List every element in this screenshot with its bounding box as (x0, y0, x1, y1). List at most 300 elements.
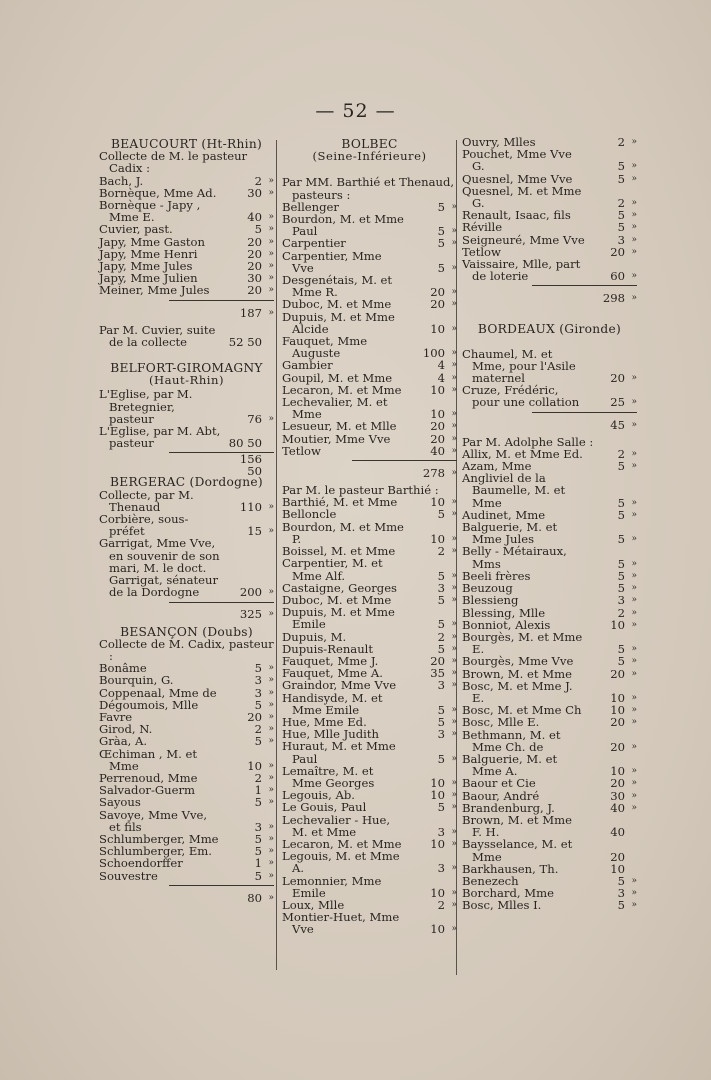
donation-amount: 20 (430, 653, 445, 668)
donor-name: Bourgès, Mme Vve (462, 654, 574, 669)
donor-name: Girod, N. (99, 722, 153, 737)
donation-amount: 30 (610, 788, 625, 803)
donor-name: Japy, Mme Gaston (99, 234, 206, 249)
donor-name: Dupuis, M. et Mme Alcide (282, 309, 395, 336)
donation-amount: 10 (430, 531, 445, 546)
ditto-mark: » (268, 307, 274, 318)
ditto-mark: » (268, 224, 274, 235)
donor-name: Fauquet, Mme A. (282, 666, 383, 681)
ditto-mark: » (451, 777, 457, 788)
ditto-mark: » (631, 790, 637, 801)
ditto-mark: » (631, 802, 637, 813)
ditto-mark: » (451, 570, 457, 581)
donor-name: Boissel, M. et Mme (282, 544, 396, 559)
subtotal (169, 885, 274, 906)
ditto-mark: » (451, 201, 457, 212)
donation-amount: 20 (610, 371, 625, 386)
donor-entry (462, 545, 637, 569)
donation-amount: 10 (430, 321, 445, 336)
donor-name: Duboc, M. et Mme (282, 297, 392, 312)
section-heading: BELFORT-GIROMAGNY (110, 361, 263, 376)
donor-name: Montier-Huet, Mme Vve (282, 910, 400, 937)
subtotal (532, 285, 637, 306)
donor-entry (282, 875, 457, 899)
donation-amount: 10 (610, 690, 625, 705)
donation-amount: 5 (617, 898, 625, 913)
donation-amount: 20 (247, 259, 262, 274)
donation-amount: 5 (437, 568, 445, 583)
donation-amount: 40 (247, 210, 262, 225)
donor-name: Lemonnier, Mme Emile (282, 873, 382, 900)
donor-name: L'Eglise, par M. Bretegnier, pasteur (99, 387, 193, 426)
ditto-mark: » (451, 348, 457, 359)
donor-entry (99, 150, 274, 174)
donor-entry (462, 899, 637, 911)
donor-name: Baour, André (462, 788, 540, 803)
donation-amount: 3 (254, 673, 262, 688)
column-2 (282, 136, 457, 936)
donor-entry (462, 790, 637, 802)
ditto-mark: » (451, 238, 457, 249)
donation-amount: 4 (437, 358, 445, 373)
donation-amount: 5 (254, 795, 262, 810)
donation-amount: 20 (610, 244, 625, 259)
donation-amount: 10 (610, 764, 625, 779)
donor-name: Collecte de M. Cadix, pasteur : (99, 636, 274, 663)
donor-name: Corbière, sous-préfet (99, 512, 189, 539)
ditto-mark: » (268, 821, 274, 832)
donor-name: Benezech (462, 873, 519, 888)
ditto-mark: » (631, 656, 637, 667)
ditto-mark: » (268, 413, 274, 424)
ditto-mark: » (268, 870, 274, 881)
ditto-mark: » (451, 594, 457, 605)
ditto-mark: » (451, 838, 457, 849)
donor-name: Collecte de M. le pasteur Cadix : (99, 149, 248, 176)
ditto-mark: » (451, 716, 457, 727)
ditto-mark: » (268, 687, 274, 698)
ditto-mark: » (451, 802, 457, 813)
donor-name: Dégoumois, Mlle (99, 697, 199, 712)
donor-name: Dupuis, M. (282, 629, 347, 644)
ditto-mark: » (451, 299, 457, 310)
ditto-mark: » (451, 899, 457, 910)
subtotal-amount: 80 (247, 890, 262, 905)
donor-name: Borchard, Mme (462, 886, 554, 901)
donation-amount: 4 (437, 370, 445, 385)
donation-amount: 3 (437, 678, 445, 693)
donation-amount: 3 (437, 580, 445, 595)
subtotal (169, 300, 274, 321)
ditto-mark: » (451, 323, 457, 334)
ditto-mark: » (631, 419, 637, 430)
ditto-mark: » (631, 534, 637, 545)
ditto-mark: » (631, 497, 637, 508)
donor-name: Vaissaire, Mlle, part de loterie (462, 257, 581, 284)
ditto-mark: » (268, 175, 274, 186)
donor-entry (462, 777, 637, 789)
donation-amount: 40 (610, 800, 625, 815)
donation-amount: 1 (254, 783, 262, 798)
column-3 (462, 136, 637, 912)
donor-name: Bornèque - Japy , Mme E. (99, 198, 201, 225)
donor-entry (462, 185, 637, 209)
ditto-mark: » (631, 644, 637, 655)
donor-name: Bosc, Mlles I. (462, 898, 542, 913)
donation-amount: 5 (437, 592, 445, 607)
ditto-mark: » (631, 271, 637, 282)
ditto-mark: » (451, 497, 457, 508)
ditto-mark: » (631, 607, 637, 618)
donor-entry (99, 513, 274, 537)
ditto-mark: » (268, 248, 274, 259)
subtotal (169, 602, 274, 623)
donation-amount: 2 (617, 446, 625, 461)
donor-name: Barthié, M. et Mme (282, 495, 398, 510)
donor-entry (282, 396, 457, 420)
donation-amount: 5 (437, 236, 445, 251)
donation-amount: 5 (437, 800, 445, 815)
ditto-mark: » (451, 826, 457, 837)
ditto-mark: » (451, 445, 457, 456)
donation-amount: 5 (617, 507, 625, 522)
donor-name: Belloncle (282, 507, 337, 522)
donation-amount: 5 (617, 873, 625, 888)
donor-name: Lechevalier - Hue, M. et Mme (282, 812, 391, 839)
donation-amount: 5 (617, 532, 625, 547)
donor-name: Balguerie, M. et Mme A. (462, 751, 558, 779)
ditto-mark: » (631, 570, 637, 581)
donor-name: Seigneuré, Mme Vve (462, 232, 585, 247)
donor-name: Graindor, Mme Vve (282, 678, 397, 693)
donation-amount: 10 (430, 885, 445, 900)
donor-name: Le Gouis, Paul (282, 800, 367, 815)
section-heading: BOLBEC (341, 137, 398, 151)
donation-amount: 10 (610, 703, 625, 718)
ditto-mark: » (268, 236, 274, 247)
donor-name: Brown, M. et Mme (462, 666, 572, 681)
donation-amount: 5 (617, 208, 625, 223)
donation-amount: 10 (430, 788, 445, 803)
donation-amount: 20 (430, 419, 445, 434)
donor-name: Meiner, Mme Jules (99, 283, 210, 298)
donor-name: Quesnel, Mme Vve (462, 171, 573, 186)
donor-entry (282, 420, 457, 432)
ditto-mark: » (268, 187, 274, 198)
donation-amount: 100 (422, 346, 445, 361)
ditto-mark: » (451, 631, 457, 642)
ditto-mark: » (631, 234, 637, 245)
donor-name: Legouis, Ab. (282, 788, 355, 803)
donor-name: Bourdon, M. et Mme P. (282, 519, 404, 546)
spacer (462, 309, 637, 321)
donor-name: Collecte, par M. Thenaud (99, 487, 194, 514)
ditto-mark: » (631, 595, 637, 606)
donor-name: Schoendorffer (99, 856, 183, 871)
donation-amount: 5 (254, 831, 262, 846)
donation-amount: 5 (617, 220, 625, 235)
donor-entry (282, 335, 457, 359)
donor-name: Brown, M. et Mme F. H. (462, 812, 572, 840)
ditto-mark: » (631, 173, 637, 184)
column-divider (276, 140, 277, 970)
donation-amount: 5 (617, 581, 625, 596)
ditto-mark: » (268, 724, 274, 735)
donor-entry (462, 148, 637, 172)
donor-entry (282, 311, 457, 335)
donation-amount: 5 (254, 661, 262, 676)
donation-amount: 3 (254, 685, 262, 700)
donor-name: Bosc, Mlle E. (462, 715, 540, 730)
donor-name: Lecaron, M. et Mme (282, 836, 402, 851)
ditto-mark: » (631, 509, 637, 520)
ditto-mark: » (268, 526, 274, 537)
donor-name: Bonâme (99, 661, 147, 676)
donation-amount: 200 (239, 585, 262, 600)
donor-name: Japy, Mme Julien (99, 271, 198, 286)
donor-name: Quesnel, M. et Mme G. (462, 183, 582, 211)
donation-amount: 3 (437, 727, 445, 742)
donation-amount: 5 (437, 714, 445, 729)
donation-amount: 30 (247, 185, 262, 200)
donor-name: Fauquet, Mme Auguste (282, 334, 368, 361)
donor-entry (282, 911, 457, 935)
ditto-mark: » (631, 766, 637, 777)
donor-name: Brandenburg, J. (462, 800, 555, 815)
donor-name: Réville (462, 220, 503, 235)
donor-entry (99, 236, 274, 248)
ditto-mark: » (268, 587, 274, 598)
donation-amount: 5 (254, 222, 262, 237)
donor-name: Hue, Mme Ed. (282, 714, 367, 729)
ditto-mark: » (451, 582, 457, 593)
donation-amount: 2 (617, 135, 625, 149)
donor-entry (99, 796, 274, 808)
donor-entry (282, 631, 457, 643)
donor-name: Perrenoud, Mme (99, 770, 198, 785)
donor-name: Par MM. Barthié et Thenaud, pasteurs : (282, 175, 455, 202)
spacer (99, 348, 274, 360)
donation-amount: 2 (254, 722, 262, 737)
donor-entry (462, 348, 637, 385)
donation-amount: 10 (430, 495, 445, 510)
ditto-mark: » (451, 680, 457, 691)
donation-amount: 20 (610, 666, 625, 681)
donation-amount: 60 (610, 269, 625, 284)
donation-amount: 20 (430, 297, 445, 312)
ditto-mark: » (631, 222, 637, 233)
donation-amount: 5 (617, 495, 625, 510)
donation-amount: 10 (247, 758, 262, 773)
donor-name: Legouis, M. et Mme A. (282, 849, 400, 876)
ditto-mark: » (451, 372, 457, 383)
donor-entry (462, 234, 637, 246)
donor-entry (282, 250, 457, 274)
donor-name: Bourgès, M. et Mme E. (462, 629, 583, 657)
donor-name: Bosc, M. et Mme J. E. (462, 678, 573, 705)
ditto-mark: » (631, 461, 637, 472)
donor-entry (99, 735, 274, 747)
ditto-mark: » (631, 692, 637, 703)
spacer (462, 336, 637, 348)
donor-entry (99, 199, 274, 223)
donation-amount: 5 (617, 459, 625, 474)
donor-entry (99, 809, 274, 833)
ditto-mark: » (268, 760, 274, 771)
ditto-mark: » (268, 858, 274, 869)
ditto-mark: » (631, 778, 637, 789)
donor-name: Allix, M. et Mme Ed. (462, 446, 583, 461)
ditto-mark: » (451, 546, 457, 557)
donor-name: Carpentier, M. et Mme Alf. (282, 556, 383, 583)
donor-name: Angliviel de la Baumelle, M. et Mme (462, 471, 566, 510)
donor-entry (99, 284, 274, 296)
ditto-mark: » (631, 210, 637, 221)
ditto-mark: » (268, 892, 274, 903)
donor-name: Dupuis, M. et Mme Emile (282, 605, 395, 632)
donation-amount: 20 (430, 431, 445, 446)
donor-name: Blessing, Mlle (462, 605, 546, 620)
donation-amount: 5 (437, 702, 445, 717)
subtotal-amount: 45 (610, 417, 625, 432)
donor-name: Tetlow (282, 443, 321, 458)
donor-name: Loux, Mlle (282, 897, 345, 912)
subtotal-amount: 325 (239, 607, 262, 622)
donation-amount: 40 (610, 825, 625, 840)
donor-name: Balguerie, M. et Mme Jules (462, 520, 558, 547)
donor-entry (462, 258, 637, 282)
donor-name: Dupuis-Renault (282, 641, 374, 656)
subtotal-amount: 156 50 (239, 452, 262, 479)
ditto-mark: » (268, 846, 274, 857)
donor-entry (462, 521, 637, 545)
ditto-mark: » (451, 790, 457, 801)
donor-name: Barkhausen, Th. (462, 861, 559, 876)
donor-name: L'Eglise, par M. Abt, pasteur (99, 424, 221, 451)
donor-name: Bellenger (282, 199, 339, 214)
donation-amount: 5 (617, 568, 625, 583)
ditto-mark: » (631, 619, 637, 630)
donor-name: Œchiman , M. et Mme (99, 746, 198, 773)
donation-amount: 2 (617, 196, 625, 211)
donor-name: Huraut, M. et Mme Paul (282, 739, 396, 766)
ditto-mark: » (268, 663, 274, 674)
donor-entry (282, 521, 457, 545)
donor-name: Garrigat, Mme Vve, en souvenir de son mari, M. le doct. Garrigat, sénateur de la Dordogne (99, 536, 220, 600)
ditto-mark: » (451, 262, 457, 273)
donor-entry (462, 221, 637, 233)
ditto-mark: » (451, 863, 457, 874)
donor-name: Par M. Cuvier, suite de la collecte (99, 322, 216, 349)
donor-name: Bonniot, Alexis (462, 617, 551, 632)
donation-amount: 10 (610, 617, 625, 632)
donor-name: Belly - Métairaux, Mms (462, 544, 567, 571)
donor-name: Beeli frères (462, 568, 531, 583)
donor-entry (282, 679, 457, 691)
donor-entry (99, 537, 274, 598)
donation-amount: 80 50 (228, 436, 262, 451)
donor-name: Renault, Isaac, fils (462, 208, 571, 223)
donation-amount: 2 (617, 605, 625, 620)
ditto-mark: » (451, 619, 457, 630)
ditto-mark: » (451, 655, 457, 666)
donor-name: Cuvier, past. (99, 222, 173, 237)
donation-amount: 5 (617, 642, 625, 657)
ditto-mark: » (451, 226, 457, 237)
donor-entry (462, 655, 637, 667)
donation-amount: 5 (254, 844, 262, 859)
donation-amount: 10 (430, 836, 445, 851)
donor-entry (282, 801, 457, 813)
subtotal (532, 412, 637, 433)
ditto-mark: » (268, 609, 274, 620)
donor-entry (282, 274, 457, 298)
ditto-mark: » (268, 736, 274, 747)
donor-entry (462, 472, 637, 509)
page-number: — 52 — (315, 100, 396, 122)
donation-amount: 5 (254, 734, 262, 749)
donor-name: Carpentier (282, 236, 346, 251)
ditto-mark: » (631, 888, 637, 899)
section-subheading: (Haut-Rhin) (149, 373, 224, 388)
donor-name: Baour et Cie (462, 776, 536, 791)
donor-name: Favre (99, 709, 133, 724)
donation-amount: 2 (437, 544, 445, 559)
donor-entry (462, 384, 637, 408)
donor-name: Castaigne, Georges (282, 580, 398, 595)
donation-amount: 20 (430, 285, 445, 300)
donor-entry (282, 740, 457, 764)
donation-amount: 20 (247, 246, 262, 261)
ditto-mark: » (631, 558, 637, 569)
donor-name: Gambier (282, 358, 333, 373)
donation-amount: 15 (247, 524, 262, 539)
donor-entry (99, 857, 274, 869)
donor-name: Japy, Mme Henri (99, 246, 198, 261)
donation-amount: 10 (430, 922, 445, 937)
ditto-mark: » (631, 293, 637, 304)
donation-amount: 20 (247, 234, 262, 249)
donor-name: Gràa, A. (99, 734, 148, 749)
donor-entry (99, 223, 274, 235)
ditto-mark: » (631, 875, 637, 886)
section-heading: BORDEAUX (Gironde) (477, 322, 622, 337)
donor-entry (99, 638, 274, 662)
ditto-mark: » (451, 467, 457, 478)
donor-entry (282, 237, 457, 249)
donation-amount: 10 (430, 382, 445, 397)
donor-entry (99, 687, 274, 699)
ditto-mark: » (451, 287, 457, 298)
donor-entry (282, 557, 457, 581)
donation-amount: 30 (247, 271, 262, 286)
ditto-mark: » (451, 924, 457, 935)
subtotal-amount: 187 (239, 305, 262, 320)
donation-amount: 25 (610, 395, 625, 410)
ditto-mark: » (631, 448, 637, 459)
donation-amount: 5 (617, 171, 625, 186)
ditto-mark: » (451, 409, 457, 420)
donation-amount: 52 50 (228, 334, 262, 349)
donor-entry (462, 716, 637, 728)
donor-name: Lesueur, M. et Mlle (282, 419, 397, 434)
donor-name: Coppenaal, Mme de (99, 685, 217, 700)
donor-name: Carpentier, Mme Vve (282, 248, 382, 275)
donor-entry (99, 388, 274, 425)
donor-name: Savoye, Mme Vve, et fils (99, 807, 208, 834)
donor-name: Schlumberger, Em. (99, 844, 212, 859)
donor-name: Blessieng (462, 593, 519, 608)
